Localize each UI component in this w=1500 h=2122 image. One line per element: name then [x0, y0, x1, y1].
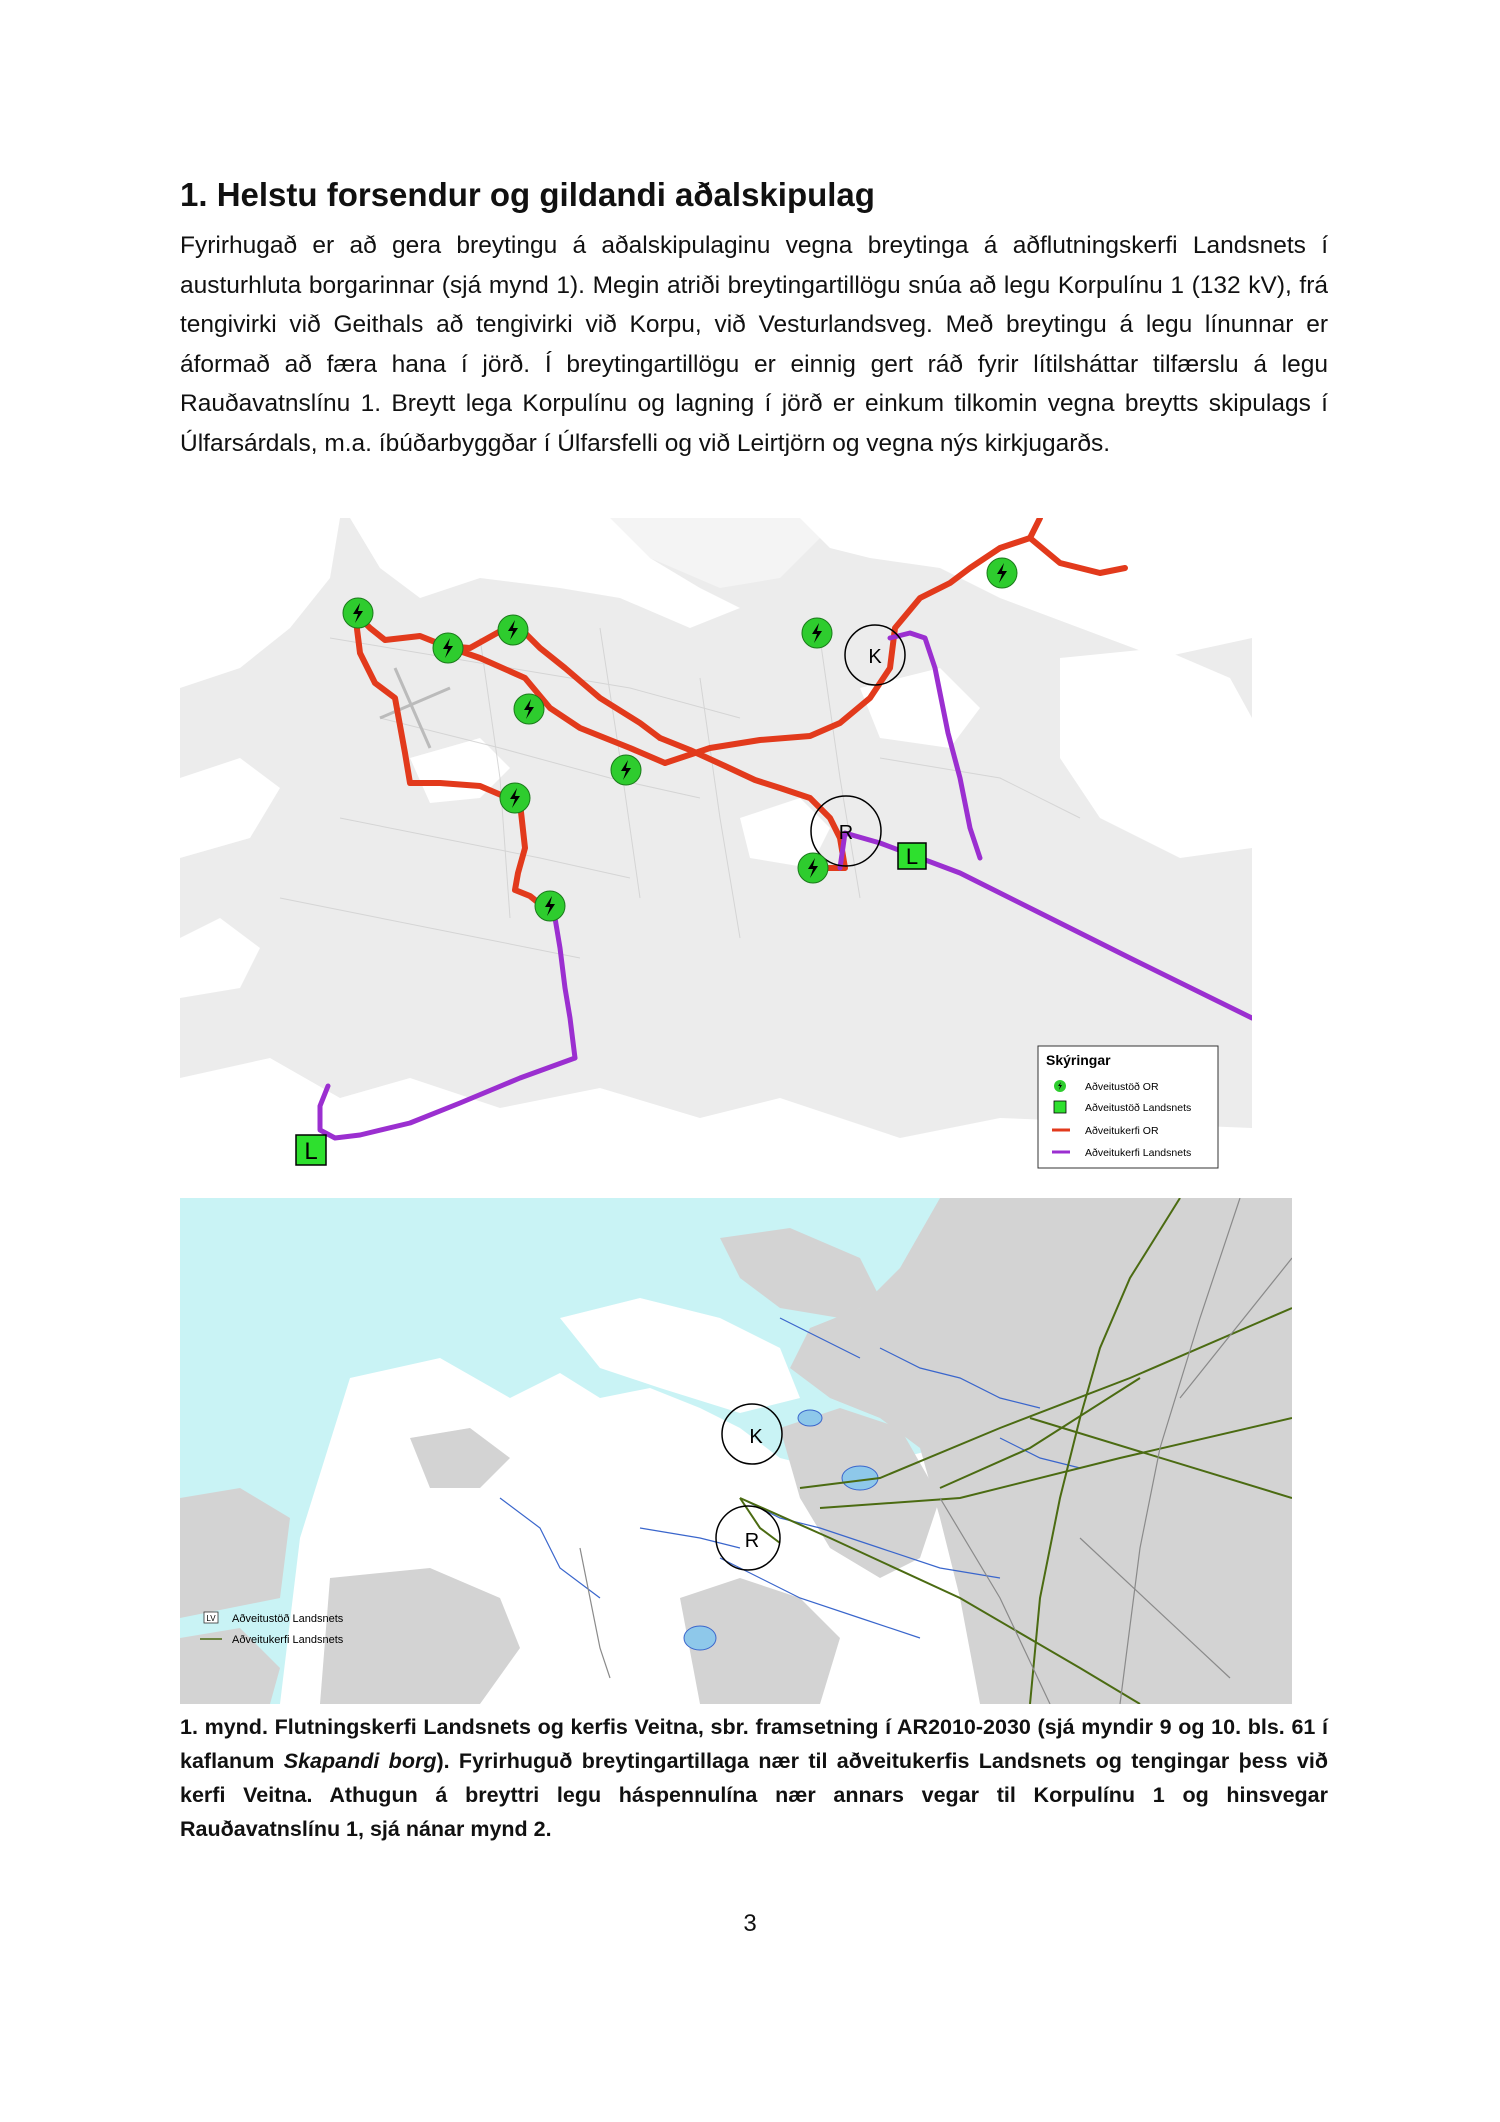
svg-text:Skýringar: Skýringar [1046, 1052, 1111, 1068]
map-bottom [180, 1198, 1292, 1704]
figure-caption [180, 1710, 1328, 1846]
svg-text:Aðveitukerfi Landsnets: Aðveitukerfi Landsnets [1085, 1147, 1192, 1159]
landsnet-station-east [898, 843, 926, 869]
svg-text:L: L [905, 844, 919, 869]
marker-k: K [868, 646, 882, 668]
marker-k-bottom: K [749, 1426, 763, 1448]
svg-text:Aðveitustöð Landsnets: Aðveitustöð Landsnets [232, 1613, 344, 1625]
svg-text:LV: LV [206, 1614, 216, 1623]
map-top [180, 518, 1252, 1186]
svg-text:Aðveitustöð OR: Aðveitustöð OR [1085, 1081, 1159, 1093]
marker-r: R [838, 822, 854, 844]
section-heading: 1. Helstu forsendur og gildandi aðalskipulag [180, 176, 875, 213]
page-number: 3 [743, 1910, 757, 1937]
svg-text:L: L [304, 1138, 318, 1165]
svg-text:Aðveitustöð Landsnets: Aðveitustöð Landsnets [1085, 1102, 1192, 1114]
svg-text:Aðveitukerfi OR: Aðveitukerfi OR [1085, 1125, 1159, 1137]
svg-text:Aðveitukerfi Landsnets: Aðveitukerfi Landsnets [232, 1634, 344, 1646]
marker-r-bottom: R [744, 1530, 760, 1552]
map-top-legend [1038, 1046, 1218, 1168]
body-paragraph: Fyrirhugað er að gera breytingu á aðalskipulaginu vegna breytinga á aðflutningskerfi Landsnets í austurhluta borgarinnar (sjá mynd 1). Megin atriði breytingartillögu snúa að legu Korpulínu 1 (132 kV), frá tengivirki við Geithals að tengivirki við Korpu, við Vesturlandsveg. Með breytingu á legu línunnar er áformað að færa hana í jörð. Í breytingartillögu er einnig gert ráð fyrir lítilsháttar tilfærslu á legu Rauðavatnslínu 1. Breytt lega Korpulínu og lagning í jörð er einkum tilkomin vegna breytts skipulags í Úlfarsárdals, m.a. íbúðarbyggðar í Úlfarsfelli og við Leirtjörn og vegna nýs kirkjugarðs. [180, 232, 1328, 457]
caption-part2: ). Fyrirhuguð breytingartillaga nær til aðveitukerfis Landsnets og tengingar þess við kerfi Veitna. Athugun á breyttri legu háspennulína nær annars vegar til Korpulínu 1 og hinsvegar Rauðavatnslínu 1, sjá nánar mynd 2. [180, 1749, 1328, 1841]
caption-italic: Skapandi borg [283, 1749, 437, 1773]
landsnet-station-south [296, 1135, 326, 1165]
caption-part1: 1. mynd. Flutningskerfi Landsnets og kerfis Veitna, sbr. framsetning í AR2010-2030 (sjá myndir 9 og 10. bls. 61 í kaflanum [180, 1715, 1328, 1773]
